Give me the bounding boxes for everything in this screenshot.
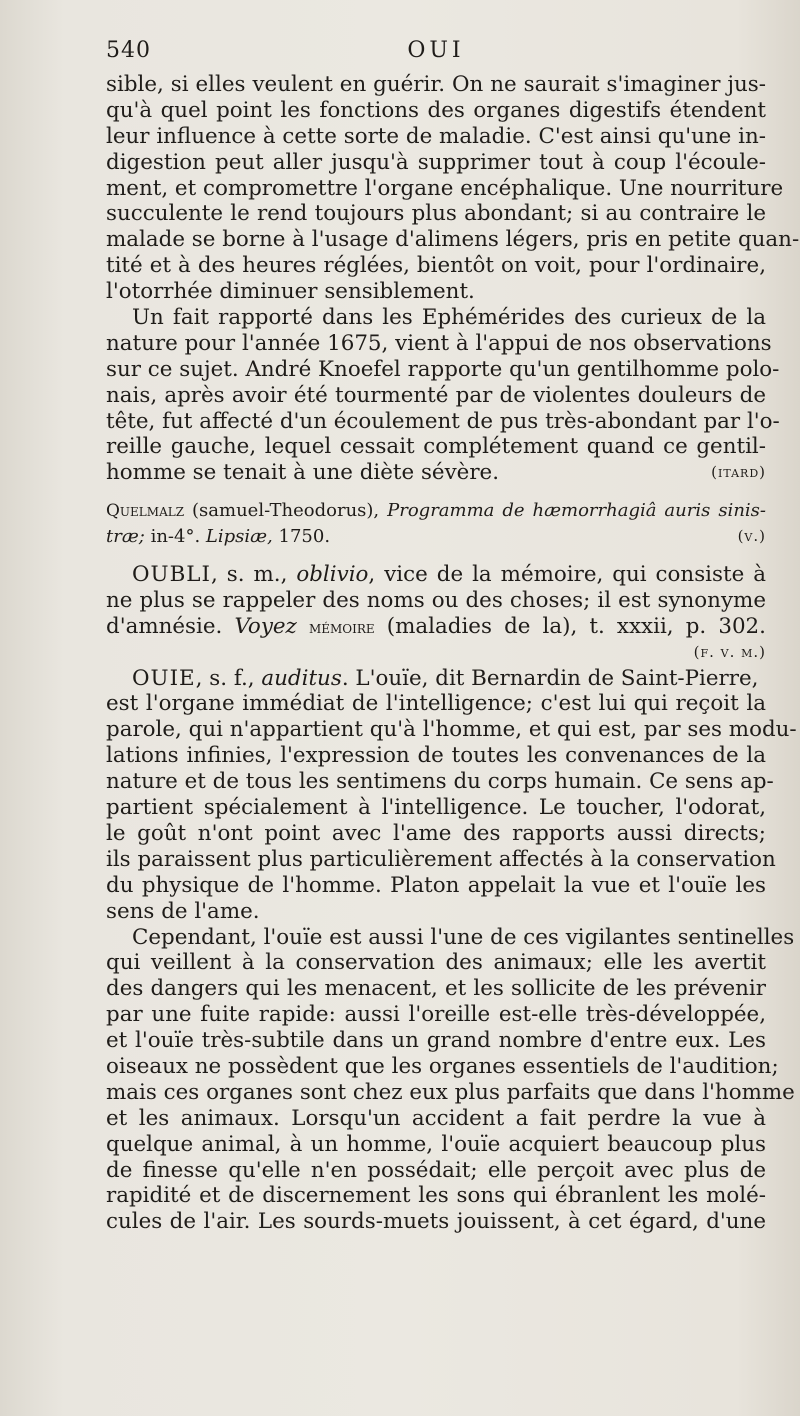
text-line: malade se borne à l'usage d'alimens légers, pris en petite quan-: [106, 227, 800, 253]
text-line: [106, 614, 766, 640]
paragraph-continuation: [106, 72, 800, 305]
text-line: de finesse qu'elle n'en possédait; elle perçoit avec plus de: [106, 1157, 766, 1183]
text-line: qui veillent à la conservation des animaux; elle les avertit: [106, 950, 766, 976]
text-line: sible, si elles veulent en guérir. On ne saurait s'imaginer jus-: [106, 72, 766, 97]
text-line: sens de l'ame.: [106, 898, 260, 924]
text-line: tête, fut affecté d'un écoulement de pus très-abondant par l'o-: [106, 408, 780, 434]
cross-reference-target: mémoire: [308, 617, 375, 638]
text-line: reille gauche, lequel cessait complétement quand ce gentil-: [106, 434, 766, 460]
text-segment: , vice de la mémoire, qui consiste à: [368, 562, 766, 588]
paragraph-cependant: [106, 924, 795, 1236]
text-segment: . L'ouïe, dit Bernardin de Saint-Pierre,: [341, 665, 759, 691]
running-head: OUI: [407, 38, 465, 63]
text-segment: (maladies de la), t. xxxii, p. 302.: [386, 613, 766, 639]
text-line: mais ces organes sont chez eux plus parfaits que dans l'homme: [106, 1079, 795, 1105]
latin-term: auditus: [261, 665, 342, 691]
text-line: par une fuite rapide: aussi l'oreille est-elle très-développée,: [106, 1002, 766, 1028]
text-line: succulente le rend toujours plus abondant; si au contraire le: [106, 201, 766, 227]
grammar-note: , s. f.,: [195, 665, 255, 691]
work-title-continued: træ;: [106, 526, 145, 548]
publication-place: Lipsiæ,: [205, 526, 273, 548]
text-line: Un fait rapporté dans les Ephémérides des curieux de la: [132, 305, 766, 331]
grammar-note: , s. m.,: [210, 562, 288, 588]
text-line: ils paraissent plus particulièrement affectés à la conservation: [106, 846, 776, 872]
text-line: leur influence à cette sorte de maladie. C'est ainsi qu'une in-: [106, 123, 766, 149]
text-line: et l'ouïe très-subtile dans un grand nombre d'entre eux. Les: [106, 1028, 766, 1054]
text-line: [106, 562, 766, 588]
publication-year: 1750.: [278, 526, 331, 548]
entry-ouie: [106, 665, 797, 925]
text-line: [106, 498, 766, 524]
author-signature: (v.): [737, 527, 766, 546]
text-line: ment, et compromettre l'organe encéphalique. Une nourriture: [106, 175, 784, 201]
cross-reference-label: Voyez: [234, 613, 297, 639]
text-line: lations infinies, l'expression de toutes les convenances de la: [106, 743, 766, 769]
text-line: des dangers qui les menacent, et les sollicite de les prévenir: [106, 976, 766, 1002]
text-line: [106, 666, 766, 692]
text-line: nature et de tous les sentimens du corps humain. Ce sens ap-: [106, 769, 774, 795]
text-line: sur ce sujet. André Knoefel rapporte qu'un gentilhomme polo-: [106, 356, 780, 382]
text-line: est l'organe immédiat de l'intelligence; c'est lui qui reçoit la: [106, 691, 766, 717]
entry-headword: OUIE: [132, 665, 196, 691]
text-segment: d'amnésie.: [106, 613, 223, 639]
text-line: ne plus se rappeler des noms ou des choses; il est synonyme: [106, 587, 766, 613]
work-title: Programma de hæmorrhagiâ auris sinis-: [387, 500, 766, 522]
author-name: Quelmalz: [106, 501, 185, 522]
latin-term: oblivio: [296, 562, 369, 588]
text-line: cules de l'air. Les sourds-muets jouissent, à cet égard, d'une: [106, 1209, 766, 1235]
text-line: et les animaux. Lorsqu'un accident a fait perdre la vue à: [106, 1105, 766, 1131]
paragraph-knoefel: [106, 305, 780, 486]
text-line: l'otorrhée diminuer sensiblement.: [106, 279, 475, 305]
author-forenames: (samuel-Theodorus),: [192, 500, 380, 522]
text-line: digestion peut aller jusqu'à supprimer tout à coup l'écoule-: [106, 149, 766, 175]
text-line: parole, qui n'appartient qu'à l'homme, et qui est, par ses modu-: [106, 717, 797, 743]
text-line: Cependant, l'ouïe est aussi l'une de ces vigilantes sentinelles: [132, 924, 795, 950]
text-line: nais, après avoir été tourmenté par de violentes douleurs de: [106, 382, 766, 408]
text-block: [106, 72, 800, 1235]
entry-oubli: [106, 562, 766, 666]
page-number: 540: [106, 38, 151, 63]
text-line: rapidité et de discernement les sons qui ébranlent les molé-: [106, 1183, 766, 1209]
text-segment: homme se tenait à une diète sévère.: [106, 460, 500, 486]
text-line: [106, 460, 766, 486]
text-line: [106, 640, 766, 666]
author-signature: (itard): [711, 463, 766, 482]
text-line: le goût n'ont point avec l'ame des rapports aussi directs;: [106, 820, 766, 846]
entry-headword: OUBLI: [132, 562, 211, 588]
text-line: tité et à des heures réglées, bientôt on voit, pour l'ordinaire,: [106, 253, 766, 279]
page-header: [106, 38, 766, 70]
text-line: quelque animal, à un homme, l'ouïe acquiert beaucoup plus: [106, 1131, 766, 1157]
bibliography-entry: [106, 498, 766, 550]
publication-format: in-4°.: [150, 526, 201, 548]
text-line: du physique de l'homme. Platon appelait la vue et l'ouïe les: [106, 872, 766, 898]
text-line: nature pour l'année 1675, vient à l'appui de nos observations: [106, 330, 772, 356]
text-line: partient spécialement à l'intelligence. Le toucher, l'odorat,: [106, 795, 766, 821]
author-signature: (f. v. m.): [693, 642, 766, 661]
text-line: oiseaux ne possèdent que les organes essentiels de l'audition;: [106, 1053, 779, 1079]
text-line: [106, 524, 766, 550]
text-line: qu'à quel point les fonctions des organes digestifs étendent: [106, 97, 766, 123]
